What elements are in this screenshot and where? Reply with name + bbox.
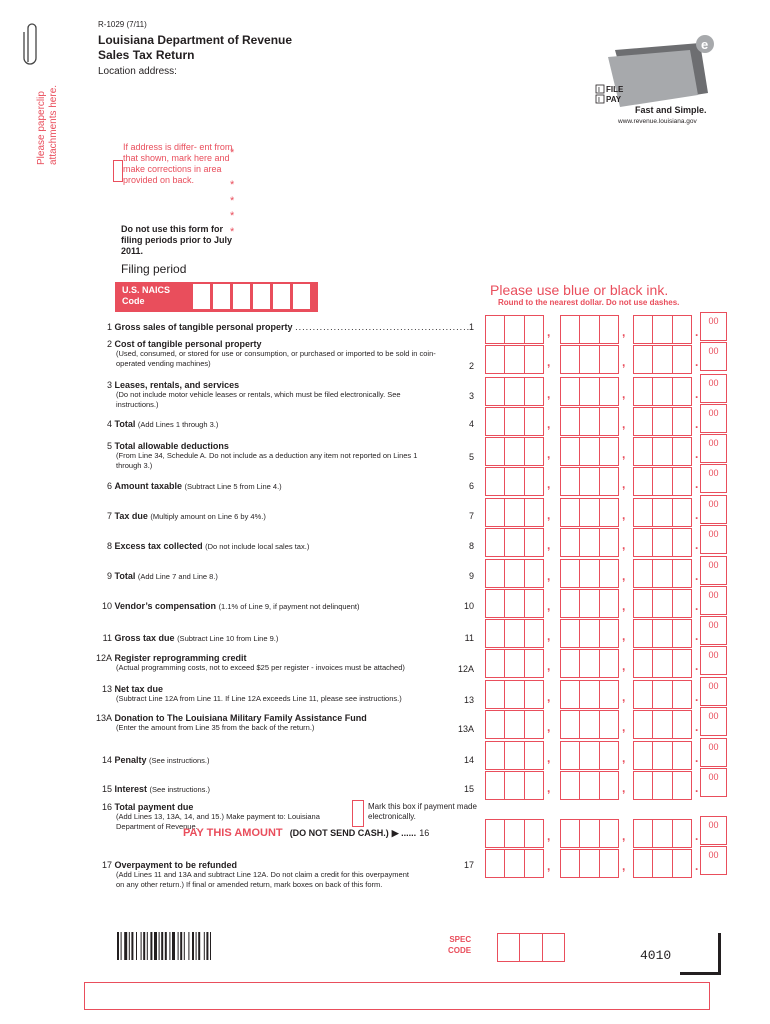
digit-group[interactable] (633, 498, 692, 527)
barcode-bar (117, 932, 119, 960)
digit-group[interactable] (560, 849, 619, 878)
spec-line1: SPEC (449, 935, 472, 944)
barcode-bar (198, 932, 200, 960)
digit-group[interactable] (560, 589, 619, 618)
digit-group[interactable] (560, 710, 619, 739)
barcode-bar (154, 932, 157, 960)
separator: . (695, 447, 699, 461)
separator: , (622, 720, 626, 734)
amount-row-2[interactable] (485, 345, 719, 372)
digit-group[interactable] (560, 345, 619, 374)
digit-group[interactable] (560, 407, 619, 436)
star-marker: * (230, 147, 235, 159)
star-marker: * (230, 195, 235, 207)
cents-field: 00 (700, 434, 727, 463)
separator: . (695, 387, 699, 401)
digit-group[interactable] (633, 649, 692, 678)
digit-group[interactable] (485, 589, 544, 618)
separator: , (622, 325, 626, 339)
separator: , (622, 859, 626, 873)
digit-group[interactable] (633, 377, 692, 406)
address-change-note: If address is differ- ent from that shown, mark here and make corrections in area provided on back. (123, 142, 233, 185)
cents-field: 00 (700, 556, 727, 585)
naics-digit-input[interactable] (273, 284, 290, 309)
digit-group[interactable] (633, 849, 692, 878)
amount-row-13A[interactable] (485, 710, 719, 737)
separator: . (695, 690, 699, 704)
separator: , (547, 508, 551, 522)
amount-row-12A[interactable] (485, 649, 719, 676)
digit-group[interactable] (560, 315, 619, 344)
separator: , (547, 781, 551, 795)
corner-mark (718, 933, 721, 975)
naics-line1: U.S. NAICS (122, 285, 171, 295)
separator: . (695, 355, 699, 369)
separator: . (695, 538, 699, 552)
amount-row-13[interactable] (485, 680, 719, 707)
separator: , (622, 629, 626, 643)
line-6: 6 Amount taxable (Subtract Line 5 from Line 4.) 6 (106, 481, 474, 491)
barcode-bar (161, 932, 163, 960)
barcode-bar (136, 932, 137, 960)
logo-url: www.revenue.louisiana.gov (618, 118, 697, 125)
separator: , (547, 569, 551, 583)
do-not-use-note: Do not use this form for filing periods prior to July 2011. (121, 224, 233, 256)
cents-field: 00 (700, 846, 727, 875)
digit-group[interactable] (560, 741, 619, 770)
digit-group[interactable] (633, 407, 692, 436)
logo-badge-file: FILE (606, 85, 624, 94)
separator: , (622, 569, 626, 583)
amount-row-6[interactable] (485, 467, 719, 494)
naics-digit-input[interactable] (293, 284, 310, 309)
amount-row-8[interactable] (485, 528, 719, 555)
cents-field: 00 (700, 312, 727, 341)
amount-row-10[interactable] (485, 589, 719, 616)
cents-field: 00 (700, 816, 727, 845)
barcode-bar (188, 932, 189, 960)
separator: , (622, 538, 626, 552)
do-not-send-cash: (DO NOT SEND CASH.) (289, 828, 389, 838)
digit-group[interactable] (560, 377, 619, 406)
separator: . (695, 417, 699, 431)
cents-field: 00 (700, 342, 727, 371)
digit-group[interactable] (633, 771, 692, 800)
digit-group[interactable] (485, 498, 544, 527)
separator: , (547, 829, 551, 843)
amount-row-15[interactable] (485, 771, 719, 798)
digit-group[interactable] (560, 559, 619, 588)
barcode-bar (147, 932, 148, 960)
digit-group[interactable] (560, 528, 619, 557)
separator: . (695, 859, 699, 873)
cents-field: 00 (700, 525, 727, 554)
digit-group[interactable] (633, 437, 692, 466)
separator: , (547, 355, 551, 369)
separator: , (622, 417, 626, 431)
digit-group[interactable] (633, 710, 692, 739)
spec-line2: CODE (448, 946, 472, 955)
line-4: 4 Total (Add Lines 1 through 3.) 4 (106, 419, 474, 429)
barcode-bar (210, 932, 211, 960)
separator: , (622, 599, 626, 613)
cents-field: 00 (700, 374, 727, 403)
barcode-bar (141, 932, 142, 960)
amount-row-7[interactable] (485, 498, 719, 525)
line-17: 17 Overpayment to be refunded (Add Lines 11 and 13A and subtract Line 12A. Do not claim a credit for this overpayment on any other return.) If final or amended return, mark boxes on back of this form. 17 (101, 860, 474, 889)
paperclip-line2: attachments here. (48, 84, 59, 165)
cents-field: 00 (700, 768, 727, 797)
digit-group[interactable] (485, 407, 544, 436)
amount-row-14[interactable] (485, 741, 719, 768)
digit-group[interactable] (560, 467, 619, 496)
digit-group[interactable] (560, 771, 619, 800)
amount-row-11[interactable] (485, 619, 719, 646)
pay-line-number: 16 (419, 828, 430, 838)
separator: , (547, 325, 551, 339)
svg-text:I: I (598, 97, 600, 104)
digit-group[interactable] (485, 315, 544, 344)
barcode-bar (159, 932, 160, 960)
line-3: 3 Leases, rentals, and services (Do not include motor vehicle leases or rentals, which must be filed electronically. See instructions.) 3 (106, 380, 474, 409)
barcode-bar (131, 932, 133, 960)
digit-group[interactable] (560, 819, 619, 848)
form-number: 4010 (640, 948, 672, 963)
cents-field: 00 (700, 646, 727, 675)
pay-this-label: PAY THIS AMOUNT (183, 827, 283, 839)
digit-group[interactable] (560, 649, 619, 678)
barcode-bar (204, 932, 205, 960)
barcode-bar (206, 932, 208, 960)
logo-badge-pay: PAY (606, 95, 622, 104)
separator: , (622, 829, 626, 843)
bottom-scan-box (84, 982, 710, 1010)
digit-group[interactable] (633, 741, 692, 770)
barcode-bar (121, 932, 122, 960)
separator: , (547, 538, 551, 552)
digit-group[interactable] (485, 437, 544, 466)
separator: . (695, 629, 699, 643)
digit-group[interactable] (485, 849, 544, 878)
separator: , (547, 447, 551, 461)
separator: . (695, 477, 699, 491)
separator: , (547, 751, 551, 765)
digit-group[interactable] (633, 528, 692, 557)
logo-letter: e (701, 37, 709, 52)
separator: . (695, 751, 699, 765)
naics-label (122, 285, 170, 307)
line-1: 1 Gross sales of tangible personal property .................................................. 1 (106, 322, 474, 332)
dept-name: Louisiana Department of Revenue (98, 33, 293, 47)
separator: , (622, 477, 626, 491)
separator: , (622, 387, 626, 401)
paperclip-note (12, 60, 72, 170)
star-marker: * (230, 210, 235, 222)
digit-group[interactable] (560, 619, 619, 648)
line-12a: 12A Register reprogramming credit (Actual programming costs, not to exceed $25 per register - invoices must be attached) 12A (95, 653, 474, 674)
separator: , (547, 690, 551, 704)
digit-group[interactable] (560, 498, 619, 527)
digit-group[interactable] (633, 619, 692, 648)
corner-mark (680, 972, 721, 975)
digit-group[interactable] (485, 680, 544, 709)
pay-this-amount: PAY THIS AMOUNT (DO NOT SEND CASH.) ▶ ...... 16 (183, 827, 430, 839)
line-13: 13 Net tax due (Subtract Line 12A from Line 11. If Line 12A exceeds Line 11, please see instructions.) 13 (101, 684, 474, 705)
spec-code-input[interactable] (497, 933, 565, 962)
naics-digit-input[interactable] (193, 284, 210, 309)
digit-group[interactable] (485, 345, 544, 374)
separator: , (547, 659, 551, 673)
separator: , (547, 599, 551, 613)
separator: , (622, 355, 626, 369)
naics-digit-input[interactable] (213, 284, 230, 309)
spec-code-label (448, 934, 471, 956)
digit-group[interactable] (633, 819, 692, 848)
line-16: 16 Total payment due (Add Lines 13, 13A, 14, and 15.) Make payment to: Louisiana Department of Revenue. (101, 802, 320, 831)
svg-text:I: I (598, 87, 600, 94)
separator: , (622, 508, 626, 522)
digit-group[interactable] (633, 589, 692, 618)
amount-row-9[interactable] (485, 559, 719, 586)
digit-group[interactable] (485, 649, 544, 678)
separator: , (547, 859, 551, 873)
digit-group[interactable] (485, 559, 544, 588)
line-2: 2 Cost of tangible personal property (Used, consumed, or stored for use or consumption, or purchased or imported to be sold in coin-operated vending machines) 2 (106, 339, 474, 371)
paperclip-line1: Please paperclip (36, 91, 47, 165)
separator: , (622, 751, 626, 765)
separator: . (695, 720, 699, 734)
separator: , (547, 417, 551, 431)
separator: , (547, 387, 551, 401)
filing-period-label: Filing period (121, 262, 187, 276)
digit-group[interactable] (485, 771, 544, 800)
separator: . (695, 325, 699, 339)
barcode-bar (143, 932, 145, 960)
barcode-bar (196, 932, 197, 960)
cents-field: 00 (700, 677, 727, 706)
line-7: 7 Tax due (Multiply amount on Line 6 by 4%.) 7 (106, 511, 474, 521)
cents-field: 00 (700, 464, 727, 493)
barcode-bar (192, 932, 194, 960)
separator: , (547, 629, 551, 643)
digit-group[interactable] (485, 741, 544, 770)
line-11: 11 Gross tax due (Subtract Line 10 from Line 9.) 11 (102, 633, 474, 643)
separator: . (695, 508, 699, 522)
amount-row-17[interactable] (485, 849, 719, 876)
digit-group[interactable] (485, 377, 544, 406)
digit-group[interactable] (633, 315, 692, 344)
digit-group[interactable] (485, 819, 544, 848)
cents-field: 00 (700, 616, 727, 645)
amount-row-1[interactable] (485, 315, 719, 342)
separator: . (695, 659, 699, 673)
separator: , (622, 447, 626, 461)
separator: , (547, 477, 551, 491)
barcode-bar (150, 932, 152, 960)
cents-field: 00 (700, 586, 727, 615)
cents-field: 00 (700, 738, 727, 767)
barcode-bar (124, 932, 127, 960)
barcode-bar (165, 932, 167, 960)
naics-digit-input[interactable] (253, 284, 270, 309)
cents-field: 00 (700, 404, 727, 433)
form-title: Sales Tax Return (98, 48, 195, 62)
barcode-bar (178, 932, 179, 960)
digit-group[interactable] (633, 559, 692, 588)
barcode-bar (172, 932, 175, 960)
digit-group[interactable] (485, 710, 544, 739)
digit-group[interactable] (633, 345, 692, 374)
star-marker: * (230, 179, 235, 191)
naics-line2: Code (122, 296, 145, 306)
paid-electronically-note: Mark this box if payment made electronically. (368, 802, 477, 821)
separator: , (622, 690, 626, 704)
efile-logo (590, 35, 715, 130)
digit-group[interactable] (485, 528, 544, 557)
amount-row-4[interactable] (485, 407, 719, 434)
barcode-bar (180, 932, 182, 960)
digit-group[interactable] (485, 619, 544, 648)
naics-digit-input[interactable] (233, 284, 250, 309)
line-9: 9 Total (Add Line 7 and Line 8.) 9 (106, 571, 474, 581)
location-label: Location address: (98, 66, 177, 77)
barcode-bar (129, 932, 130, 960)
logo-tagline: Fast and Simple. (635, 105, 707, 115)
line-5: 5 Total allowable deductions (From Line 34, Schedule A. Do not include as a deduction any item not reported on Lines 1 through 3.) 5 (106, 441, 474, 470)
barcode-bar (169, 932, 170, 960)
separator: . (695, 569, 699, 583)
digit-group[interactable] (633, 680, 692, 709)
digit-group[interactable] (485, 467, 544, 496)
address-change-checkbox[interactable] (113, 160, 123, 182)
digit-group[interactable] (633, 467, 692, 496)
dept-title (98, 33, 292, 63)
ink-instruction: Please use blue or black ink. (490, 282, 669, 298)
line-13a: 13A Donation to The Louisiana Military Family Assistance Fund (Enter the amount from Line 35 from the back of the return.) 13A (95, 713, 474, 734)
amount-row-16[interactable] (485, 819, 719, 846)
star-marker: * (230, 226, 235, 238)
cents-field: 00 (700, 495, 727, 524)
rounding-instruction: Round to the nearest dollar. Do not use dashes. (498, 298, 680, 307)
line-14: 14 Penalty (See instructions.) 14 (101, 755, 474, 765)
digit-group[interactable] (560, 437, 619, 466)
separator: , (622, 781, 626, 795)
separator: . (695, 781, 699, 795)
line-10: 10 Vendor’s compensation (1.1% of Line 9, if payment not delinquent) 10 (101, 601, 474, 611)
amount-row-3[interactable] (485, 377, 719, 404)
cents-field: 00 (700, 707, 727, 736)
separator: . (695, 599, 699, 613)
line-15: 15 Interest (See instructions.) 15 (101, 784, 474, 794)
barcode-bar (184, 932, 185, 960)
separator: , (622, 659, 626, 673)
line-8: 8 Excess tax collected (Do not include local sales tax.) 8 (106, 541, 474, 551)
form-code: R-1029 (7/11) (98, 20, 147, 29)
digit-group[interactable] (560, 680, 619, 709)
separator: , (547, 720, 551, 734)
barcode (117, 932, 239, 960)
paid-electronically-checkbox[interactable] (352, 800, 364, 827)
amount-row-5[interactable] (485, 437, 719, 464)
separator: . (695, 829, 699, 843)
